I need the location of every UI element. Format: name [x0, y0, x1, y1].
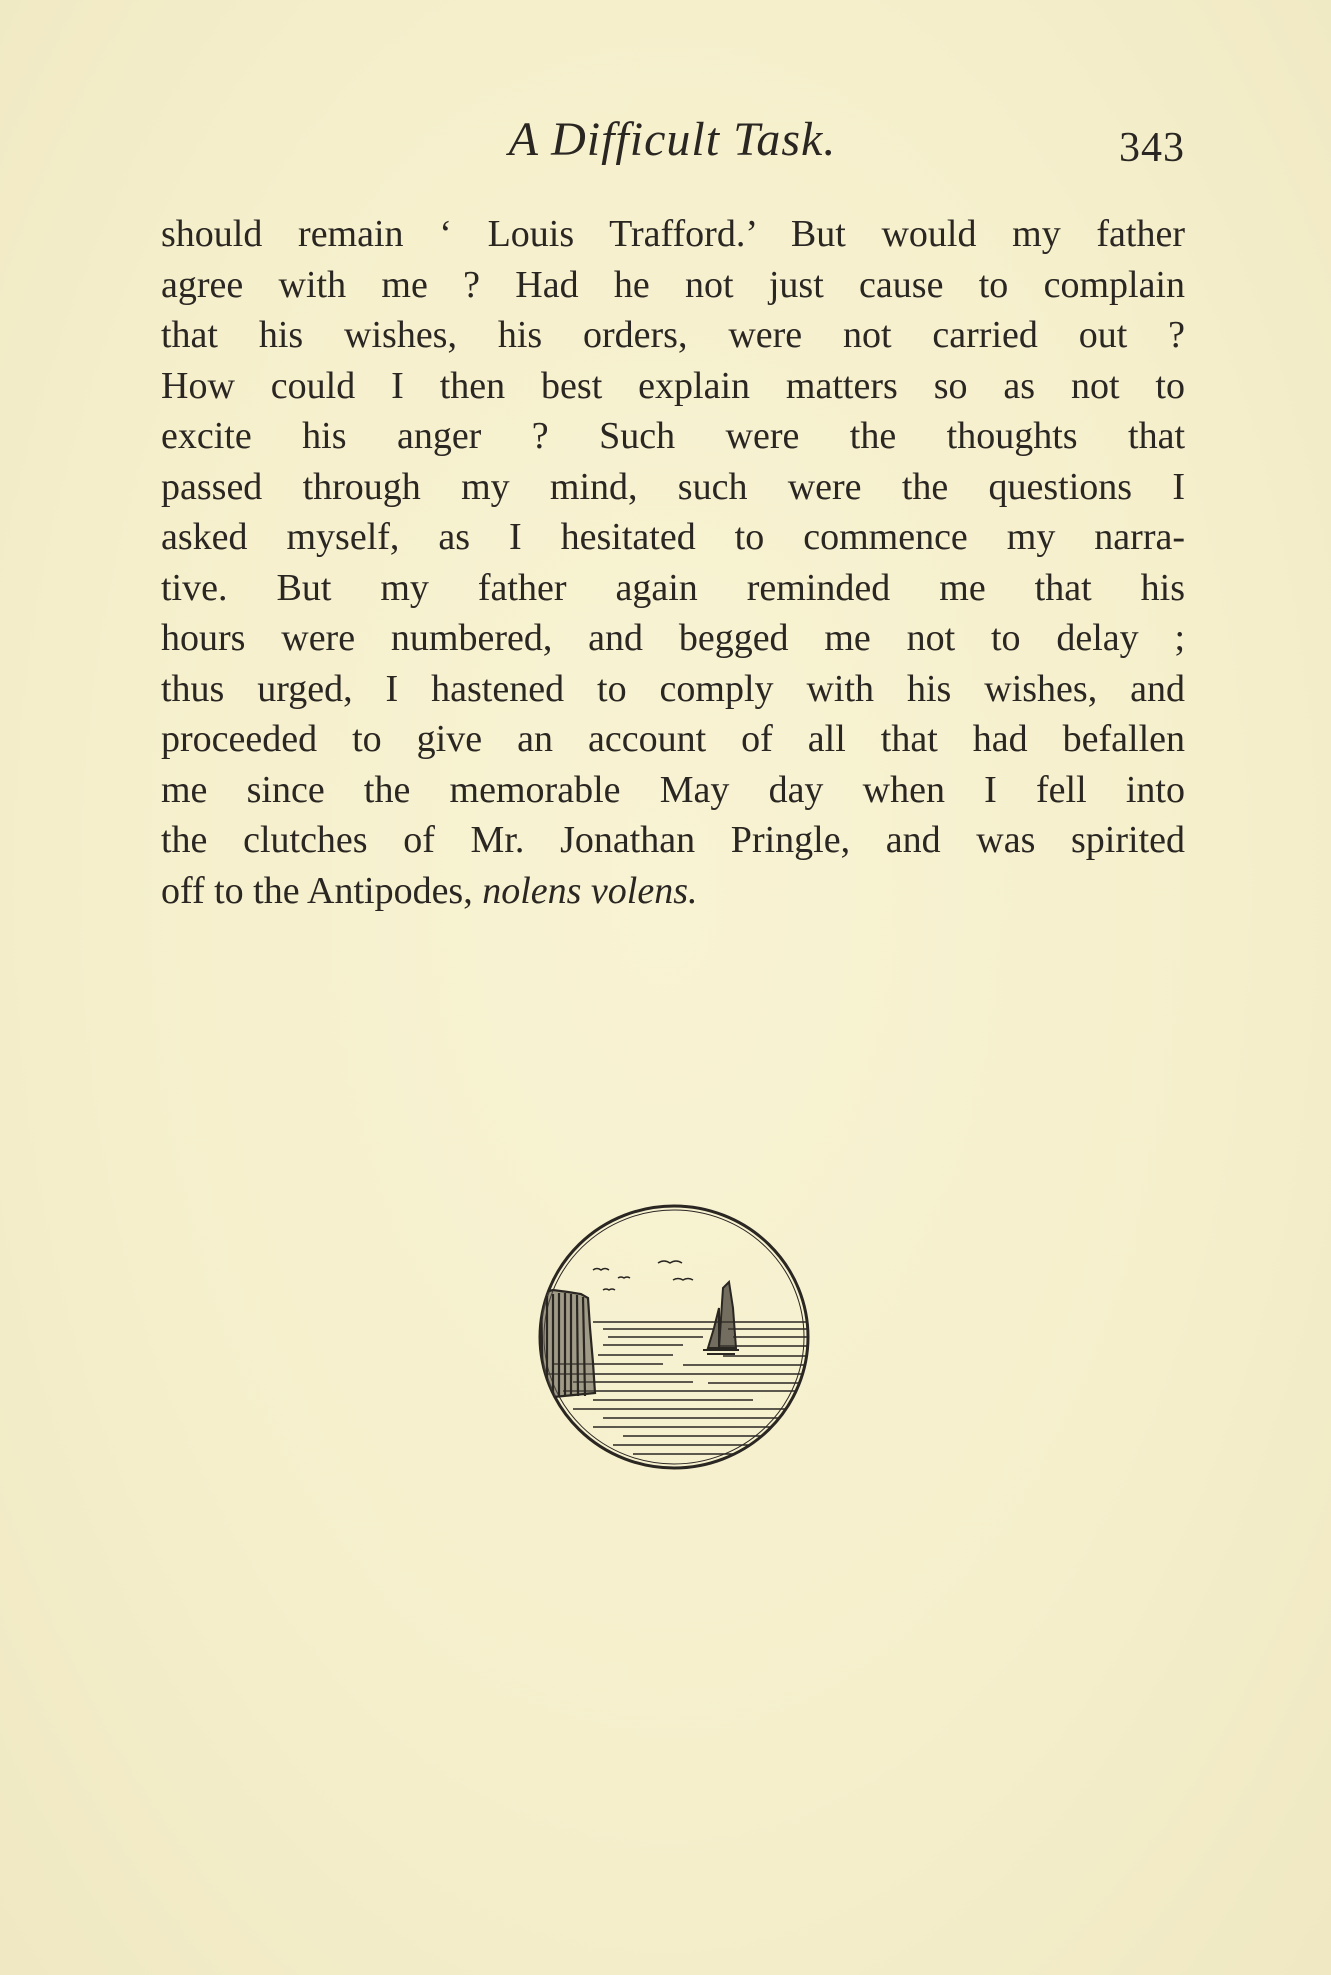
latin-phrase: nolens volens. — [482, 869, 698, 912]
text-line: tive. But my father again reminded me that his — [161, 566, 1185, 609]
text-line: passed through my mind, such were the questions I — [161, 465, 1185, 508]
text-line: thus urged, I hastened to comply with his wishes, and — [161, 667, 1185, 710]
text-line: How could I then best explain matters so as not to — [161, 364, 1185, 407]
text-line-last — [161, 866, 1185, 917]
running-title: A Difficult Task. — [508, 113, 837, 166]
text-line-roman: off to the Antipodes, — [161, 869, 483, 912]
text-line: asked myself, as I hesitated to commence my narra- — [161, 516, 1185, 558]
text-line: excite his anger ? Such were the thoughts that — [161, 415, 1185, 457]
body-text — [161, 209, 1185, 916]
text-line: proceeded to give an account of all that had befallen — [161, 718, 1185, 760]
text-line: agree with me ? Had he not just cause to complain — [161, 263, 1185, 306]
running-head — [160, 112, 1185, 172]
text-line: me since the memorable May day when I fell into — [161, 768, 1185, 811]
page-number: 343 — [1119, 125, 1185, 171]
text-line: hours were numbered, and begged me not to delay ; — [161, 617, 1185, 659]
text-line: should remain ‘ Louis Trafford.’ But would my father — [161, 213, 1185, 255]
text-line: that his wishes, his orders, were not carried out ? — [161, 314, 1185, 356]
text-line: the clutches of Mr. Jonathan Pringle, and was spirited — [161, 819, 1185, 861]
seascape-vignette-icon — [533, 1198, 815, 1476]
